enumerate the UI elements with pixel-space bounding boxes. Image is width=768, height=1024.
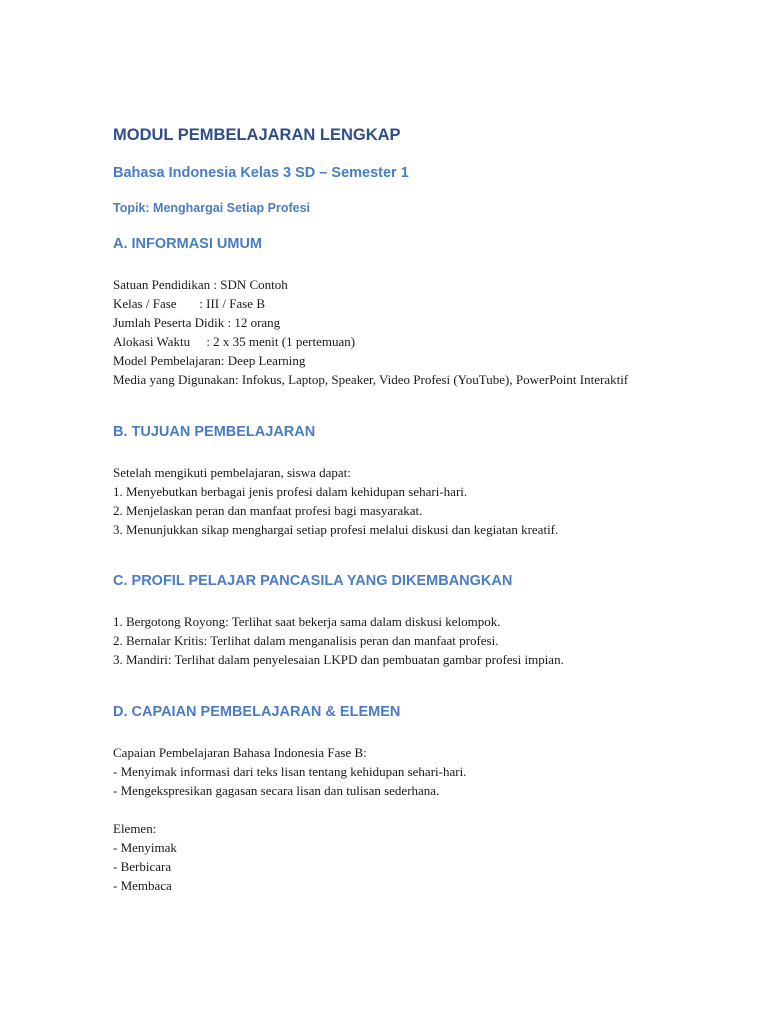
section-c-heading: C. PROFIL PELAJAR PANCASILA YANG DIKEMBANGKAN [113, 573, 513, 589]
info-line-kelas: Kelas / Fase : III / Fase B [113, 296, 266, 311]
list-item: 3. Menunjukkan sikap menghargai setiap profesi melalui diskusi dan kegiatan kreatif. [113, 522, 559, 537]
tujuan-intro: Setelah mengikuti pembelajaran, siswa dapat: [113, 465, 351, 480]
section-c-body [113, 612, 673, 669]
list-item: 2. Bernalar Kritis: Terlihat dalam menganalisis peran dan manfaat profesi. [113, 633, 499, 648]
elemen-label: Elemen: [113, 821, 157, 836]
list-item: 2. Menjelaskan peran dan manfaat profesi bagi masyarakat. [113, 503, 423, 518]
list-item: - Menyimak [113, 840, 177, 855]
document-topic: Topik: Menghargai Setiap Profesi [113, 201, 311, 215]
list-item: - Berbicara [113, 859, 172, 874]
info-line-satuan: Satuan Pendidikan : SDN Contoh [113, 277, 288, 292]
document-title: MODUL PEMBELAJARAN LENGKAP [113, 126, 401, 144]
section-b-body [113, 463, 673, 539]
info-line-alokasi: Alokasi Waktu : 2 x 35 menit (1 pertemuan) [113, 334, 356, 349]
section-a-body [113, 275, 673, 389]
info-line-jumlah: Jumlah Peserta Didik : 12 orang [113, 315, 281, 330]
document-content [113, 124, 673, 895]
list-item: 1. Bergotong Royong: Terlihat saat bekerja sama dalam diskusi kelompok. [113, 614, 501, 629]
blank-line [113, 800, 673, 819]
section-d-body [113, 743, 673, 895]
cp-intro: Capaian Pembelajaran Bahasa Indonesia Fase B: [113, 745, 367, 760]
list-item: 3. Mandiri: Terlihat dalam penyelesaian LKPD dan pembuatan gambar profesi impian. [113, 652, 564, 667]
list-item: 1. Menyebutkan berbagai jenis profesi dalam kehidupan sehari-hari. [113, 484, 468, 499]
section-a-heading: A. INFORMASI UMUM [113, 236, 263, 252]
document-subtitle: Bahasa Indonesia Kelas 3 SD – Semester 1 [113, 165, 409, 181]
info-line-media: Media yang Digunakan: Infokus, Laptop, Speaker, Video Profesi (YouTube), PowerPoint Interaktif [113, 372, 629, 387]
section-b-heading: B. TUJUAN PEMBELAJARAN [113, 424, 316, 440]
list-item: - Mengekspresikan gagasan secara lisan dan tulisan sederhana. [113, 783, 440, 798]
info-line-model: Model Pembelajaran: Deep Learning [113, 353, 306, 368]
section-d-heading: D. CAPAIAN PEMBELAJARAN & ELEMEN [113, 704, 401, 720]
list-item: - Membaca [113, 878, 172, 893]
list-item: - Menyimak informasi dari teks lisan tentang kehidupan sehari-hari. [113, 764, 467, 779]
